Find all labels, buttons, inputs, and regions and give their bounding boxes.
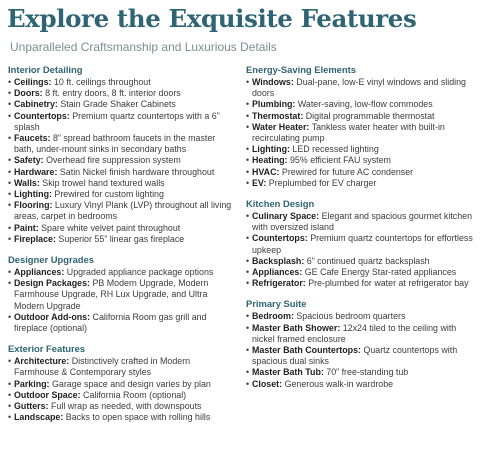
feature-label: Master Bath Shower: <box>252 322 341 333</box>
bullet-icon: • <box>246 110 250 121</box>
section-primary-suite <box>246 298 478 389</box>
feature-label: Landscape: <box>14 412 64 423</box>
feature-label: Closet: <box>252 378 283 389</box>
feature-description: Spare white velvet paint throughout <box>41 222 181 233</box>
feature-item <box>246 211 478 233</box>
feature-label: Architecture: <box>14 356 70 367</box>
feature-label: Ceilings: <box>14 77 52 87</box>
feature-item <box>8 379 236 390</box>
feature-description: Dual-pane, low-E vinyl windows and sliding doors <box>252 77 466 99</box>
feature-item <box>246 311 478 322</box>
feature-description: LED recessed lighting <box>292 144 379 155</box>
bullet-icon: • <box>8 222 12 233</box>
section-title: Exterior Features <box>8 343 86 355</box>
feature-label: Refrigerator: <box>252 278 306 289</box>
section-interior-detailing <box>8 64 236 245</box>
feature-item <box>246 278 478 289</box>
feature-item <box>8 390 236 401</box>
bullet-icon: • <box>246 255 250 266</box>
feature-description: Water-saving, low-flow commodes <box>297 99 433 110</box>
bullet-icon: • <box>246 367 250 378</box>
feature-item <box>8 99 236 110</box>
feature-description: 95% efficient FAU system <box>289 155 391 166</box>
feature-label: HVAC: <box>252 166 280 177</box>
feature-label: Hardware: <box>14 166 58 177</box>
feature-description: Quartz countertops with spacious dual sinks <box>252 345 458 367</box>
bullet-icon: • <box>8 311 12 322</box>
feature-label: Culinary Space: <box>252 211 320 222</box>
bullet-icon: • <box>8 389 12 400</box>
bullet-icon: • <box>8 200 12 211</box>
feature-description: Elegant and spacious gourmet kitchen with oversized island <box>252 211 473 233</box>
bullet-icon: • <box>246 311 250 322</box>
section-title: Interior Detailing <box>8 64 83 75</box>
feature-label: Cabinetry: <box>14 99 58 110</box>
section-title: Energy-Saving Elements <box>246 64 356 75</box>
feature-item <box>246 256 478 267</box>
feature-label: Bedroom: <box>252 311 294 322</box>
section-title: Designer Upgrades <box>8 254 94 266</box>
feature-item <box>8 178 236 189</box>
feature-label: Appliances: <box>252 267 303 278</box>
feature-label: Flooring: <box>14 200 53 211</box>
bullet-icon: • <box>246 378 250 389</box>
bullet-icon: • <box>8 77 12 87</box>
bullet-icon: • <box>8 177 12 188</box>
feature-description: 8” spread bathroom faucets in the master bath, under-mount sinks in secondary baths <box>14 133 216 155</box>
bullet-icon: • <box>8 267 12 278</box>
feature-item <box>8 88 236 99</box>
feature-label: Plumbing: <box>252 99 296 110</box>
feature-label: Countertops: <box>14 110 70 121</box>
bullet-icon: • <box>246 233 250 244</box>
bullet-icon: • <box>8 110 12 121</box>
bullet-icon: • <box>8 166 12 177</box>
feature-item <box>8 401 236 412</box>
feature-description: Prewired for future AC condenser <box>281 166 414 177</box>
section-title: Kitchen Design <box>246 198 315 210</box>
feature-item <box>246 111 478 122</box>
bullet-icon: • <box>246 322 250 333</box>
feature-label: Safety: <box>14 155 44 166</box>
feature-item <box>246 167 478 178</box>
feature-item <box>8 223 236 234</box>
bullet-icon: • <box>8 155 12 166</box>
bullet-icon: • <box>246 155 250 166</box>
bullet-icon: • <box>8 356 12 367</box>
bullet-icon: • <box>246 345 250 356</box>
feature-label: Backsplash: <box>252 255 305 266</box>
feature-label: Outdoor Add-ons: <box>14 311 91 322</box>
feature-description: 10 ft. ceilings throughout <box>53 77 151 87</box>
bullet-icon: • <box>8 133 12 144</box>
section-designer-upgrades <box>8 254 236 334</box>
feature-label: EV: <box>252 177 267 188</box>
feature-description: Pre-plumbed for water at refrigerator bay <box>308 278 469 289</box>
feature-description: Upgraded appliance package options <box>66 267 214 278</box>
feature-description: Satin Nickel finish hardware throughout <box>59 166 215 177</box>
feature-description: Spacious bedroom quarters <box>296 311 406 322</box>
feature-description: Digital programmable thermostat <box>305 110 435 121</box>
section-exterior-features <box>8 343 236 423</box>
feature-item <box>8 155 236 166</box>
feature-label: Lighting: <box>252 144 290 155</box>
feature-item <box>246 379 478 390</box>
bullet-icon: • <box>8 401 12 412</box>
feature-item <box>8 77 236 88</box>
feature-description: Premium quartz countertops with a 6” splash <box>14 110 220 132</box>
feature-label: Outdoor Space: <box>14 389 81 400</box>
bullet-icon: • <box>8 278 12 289</box>
feature-item <box>8 234 236 245</box>
feature-description: Stain Grade Shaker Cabinets <box>60 99 176 110</box>
feature-description: Superior 55” linear gas fireplace <box>58 233 185 244</box>
feature-item <box>8 278 236 312</box>
feature-description: Garage space and design varies by plan <box>51 378 211 389</box>
feature-description: PB Modern Upgrade, Modern Farmhouse Upgrade, RH Lux Upgrade, and Ultra Modern Upgrade <box>14 278 209 311</box>
feature-label: Master Bath Tub: <box>252 367 324 378</box>
feature-item <box>8 267 236 278</box>
feature-label: Walls: <box>14 177 40 188</box>
feature-description: Full wrap as needed, with downspouts <box>51 401 202 412</box>
bullet-icon: • <box>246 267 250 278</box>
feature-label: Heating: <box>252 155 288 166</box>
feature-item <box>246 233 478 255</box>
feature-description: Tankless water heater with built-in recirculating pump <box>252 121 445 144</box>
feature-item <box>246 144 478 155</box>
feature-label: Gutters: <box>14 401 49 412</box>
bullet-icon: • <box>8 88 12 99</box>
feature-item <box>246 99 478 110</box>
feature-label: Thermostat: <box>252 110 304 121</box>
feature-item <box>8 111 236 133</box>
feature-label: Fireplace: <box>14 233 56 244</box>
right-column <box>246 64 478 399</box>
feature-label: Design Packages: <box>14 278 90 289</box>
feature-description: Backs to open space with rolling hills <box>65 412 211 423</box>
feature-item <box>8 167 236 178</box>
feature-item <box>246 345 478 367</box>
feature-label: Master Bath Countertops: <box>252 345 361 356</box>
bullet-icon: • <box>8 378 12 389</box>
bullet-icon: • <box>246 166 250 177</box>
feature-label: Lighting: <box>14 189 52 200</box>
bullet-icon: • <box>246 99 250 110</box>
feature-description: GE Cafe Energy Star-rated appliances <box>304 267 457 278</box>
page-title: Explore the Exquisite Features <box>7 4 417 33</box>
feature-item <box>8 356 236 378</box>
feature-label: Parking: <box>14 378 50 389</box>
bullet-icon: • <box>8 99 12 110</box>
feature-description: 6” continued quartz backsplash <box>306 255 430 266</box>
feature-description: Overhead fire suppression system <box>46 155 181 166</box>
feature-description: 70” free-standing tub <box>326 367 409 378</box>
feature-label: Countertops: <box>252 233 308 244</box>
section-energy-saving-elements <box>246 64 478 189</box>
feature-item <box>246 77 478 99</box>
feature-item <box>246 155 478 166</box>
feature-label: Doors: <box>14 88 43 99</box>
bullet-icon: • <box>246 121 250 132</box>
feature-label: Water Heater: <box>252 121 310 132</box>
left-column <box>8 64 236 432</box>
feature-description: Distinctively crafted in Modern Farmhouse & Contemporary styles <box>14 356 191 378</box>
feature-description: Skip trowel hand textured walls <box>42 177 165 188</box>
feature-label: Faucets: <box>14 133 51 144</box>
feature-description: 8 ft. entry doors, 8 ft. interior doors <box>45 88 181 99</box>
page-subtitle: Unparalleled Craftsmanship and Luxurious Details <box>10 40 277 54</box>
bullet-icon: • <box>8 412 12 423</box>
feature-item <box>8 133 236 155</box>
feature-description: California Room gas grill and fireplace (optional) <box>14 311 207 334</box>
feature-item <box>246 267 478 278</box>
feature-item <box>8 200 236 222</box>
bullet-icon: • <box>246 77 250 87</box>
feature-description: Prewired for custom lighting <box>54 189 164 200</box>
feature-item <box>246 178 478 189</box>
feature-label: Paint: <box>14 222 39 233</box>
feature-description: Premium quartz countertops for effortless upkeep <box>252 233 473 255</box>
feature-description: Generous walk-in wardrobe <box>284 378 394 389</box>
section-title: Primary Suite <box>246 298 307 310</box>
section-kitchen-design <box>246 198 478 289</box>
feature-description: Luxury Vinyl Plank (LVP) throughout all living areas, carpet in bedrooms <box>14 200 232 222</box>
bullet-icon: • <box>8 233 12 244</box>
feature-item <box>8 412 236 423</box>
bullet-icon: • <box>246 144 250 155</box>
feature-description: Preplumbed for EV charger <box>268 177 377 188</box>
bullet-icon: • <box>246 177 250 188</box>
feature-item <box>246 122 478 144</box>
feature-label: Windows: <box>252 77 294 87</box>
bullet-icon: • <box>8 189 12 200</box>
bullet-icon: • <box>246 211 250 222</box>
feature-description: California Room (optional) <box>83 389 187 400</box>
feature-item <box>8 189 236 200</box>
bullet-icon: • <box>246 278 250 289</box>
feature-description: 12x24 tiled to the ceiling with nickel framed enclosure <box>252 322 457 344</box>
feature-item <box>246 323 478 345</box>
feature-item <box>8 312 236 334</box>
feature-label: Appliances: <box>14 267 65 278</box>
feature-item <box>246 367 478 378</box>
